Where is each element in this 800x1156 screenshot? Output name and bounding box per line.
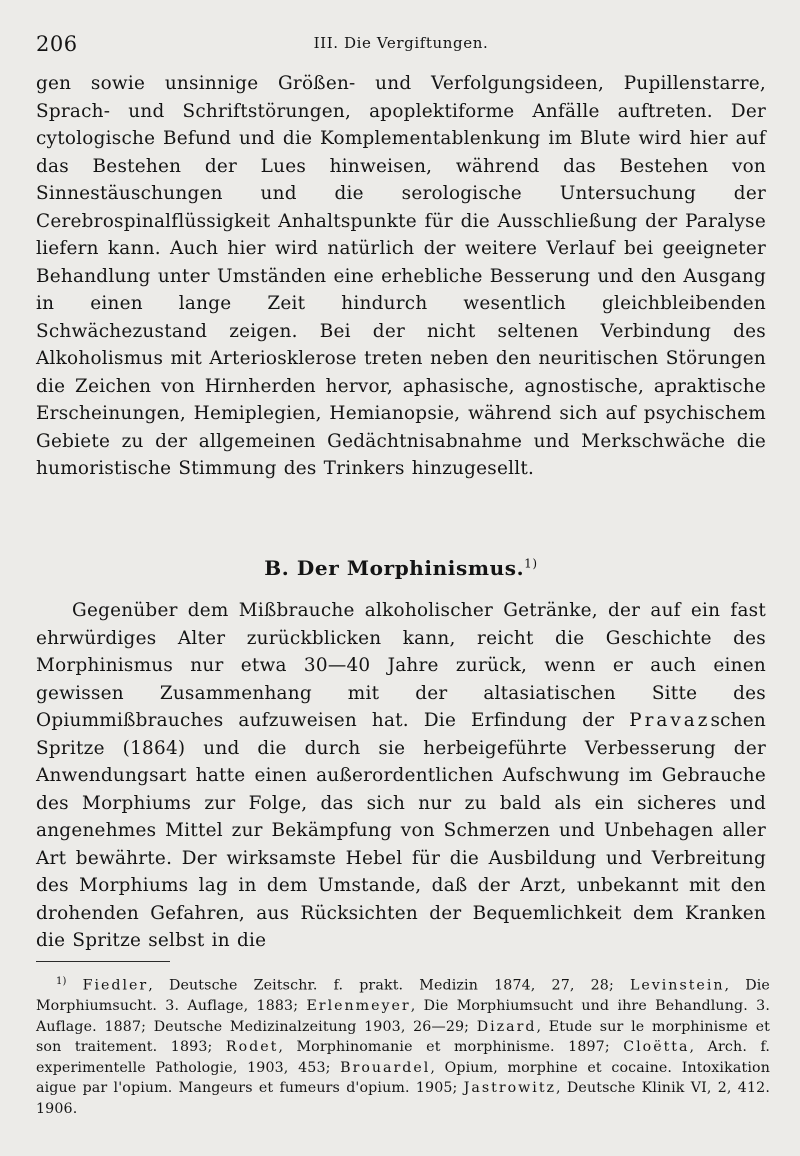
footnote-text: , Deutsche Zeitschr. f. prakt. Medizin 1874, 27, 28; — [148, 977, 630, 994]
footnote-author: Fiedler — [82, 977, 149, 994]
emphasized-name: Pravaz — [629, 710, 711, 731]
section-heading — [36, 556, 766, 580]
footnote-author: Brouardel — [340, 1059, 431, 1076]
section-body — [36, 597, 766, 955]
footnote-author: Cloëtta — [623, 1039, 690, 1056]
footnote-author: Levinstein — [629, 977, 725, 994]
footnote-author: Jastrowitz — [463, 1080, 557, 1097]
footnote-text: , Deutsche Klinik VI, 2, 412. 1906. — [36, 1080, 770, 1117]
footnote-divider — [36, 961, 170, 962]
paragraph-continuation: gen sowie unsinnige Größen- und Verfolgungsideen, Pupillenstarre, Sprach- und Schriftstörungen, apoplektiforme Anfälle auftreten. Der cytologische Befund und die Komplementablenkung im Blute wird hier auf das Bestehen der Lues hinweisen, während das Bestehen von Sinnestäuschungen und die serologische Untersuchung der Cerebrospinalflüssigkeit Anhaltspunkte für die Ausschließung der Paralyse liefern kann. Auch hier wird natürlich der weitere Verlauf bei geeigneter Behandlung unter Umständen eine erhebliche Besserung und den Ausgang in einen lange Zeit hindurch wesentlich gleichbleibenden Schwächezustand zeigen. Bei der nicht seltenen Verbindung des Alkoholismus mit Arteriosklerose treten neben den neuritischen Störungen die Zeichen von Hirnherden hervor, aphasische, agnostische, apraktische Erscheinungen, Hemiplegien, Hemianopsie, während sich auf psychischem Gebiete zu der allgemeinen Gedächtnisabnahme und Merkschwäche die humoristische Stimmung des Trinkers hinzugesellt. — [36, 73, 766, 479]
footnote-text: , Die Morphiumsucht und ihre Behandlung. 3. Auflage. 1887; Deutsche Medizinalzeitung 1903, 26—29; — [36, 998, 770, 1035]
footnote-author: Erlenmeyer — [306, 998, 411, 1015]
footnote-text: , Arch. f. experimentelle Pathologie, 1903, 453; — [36, 1039, 771, 1076]
footnote-reference: 1) — [524, 556, 538, 571]
footnote-1 — [36, 972, 770, 1119]
footnote-author: Dizard — [476, 1018, 537, 1035]
paragraph-text-part1: Gegenüber dem Mißbrauche alkoholischer Getränke, der auf ein fast ehrwürdiges Alter zurückblicken kann, reicht die Geschichte des Morphinismus nur etwa 30—40 Jahre zurück, wenn er auch einen gewissen Zusammenhang mit der altasiatischen Sitte des Opiummißbrauches aufzuweisen hat. Die Erfindung der — [36, 600, 766, 731]
footnote-text: , Morphinomanie et morphinisme. 1897; — [278, 1039, 624, 1056]
paragraph-text-part2: schen Spritze (1864) und die durch sie herbeigeführte Verbesserung der Anwendungsart hatte einen außerordentlichen Aufschwung im Gebrauche des Morphiums zur Folge, das sich nur zu bald als ein sicheres und angenehmes Mittel zur Bekämpfung von Schmerzen und Unbehagen aller Art bewährte. Der wirksamste Hebel für die Ausbildung und Verbreitung des Morphiums lag in dem Umstande, daß der Arzt, unbekannt mit den drohenden Gefahren, aus Rücksichten der Bequemlichkeit dem Kranken die Spritze selbst in die — [36, 710, 766, 951]
footnote-text: , Opium, morphine et cocaine. Intoxikation aigue par l'opium. Mangeurs et fumeurs d'opium. 1905; — [36, 1059, 770, 1097]
footnote-text: , Etude sur le morphinisme et son traitement. 1893; — [36, 1018, 770, 1056]
body-text — [36, 70, 766, 483]
footnote-text: , Die Morphiumsucht. 3. Auflage, 1883; — [36, 977, 770, 1015]
footnote-author: Rodet — [225, 1039, 279, 1056]
chapter-title: III. Die Vergiftungen. — [313, 34, 489, 52]
footnotes — [36, 972, 770, 1119]
paragraph-morphinismus — [36, 597, 766, 955]
footnote-marker: 1) — [56, 976, 67, 987]
running-header — [36, 30, 766, 60]
section-title: B. Der Morphinismus. — [264, 556, 525, 580]
page-number: 206 — [36, 32, 78, 56]
